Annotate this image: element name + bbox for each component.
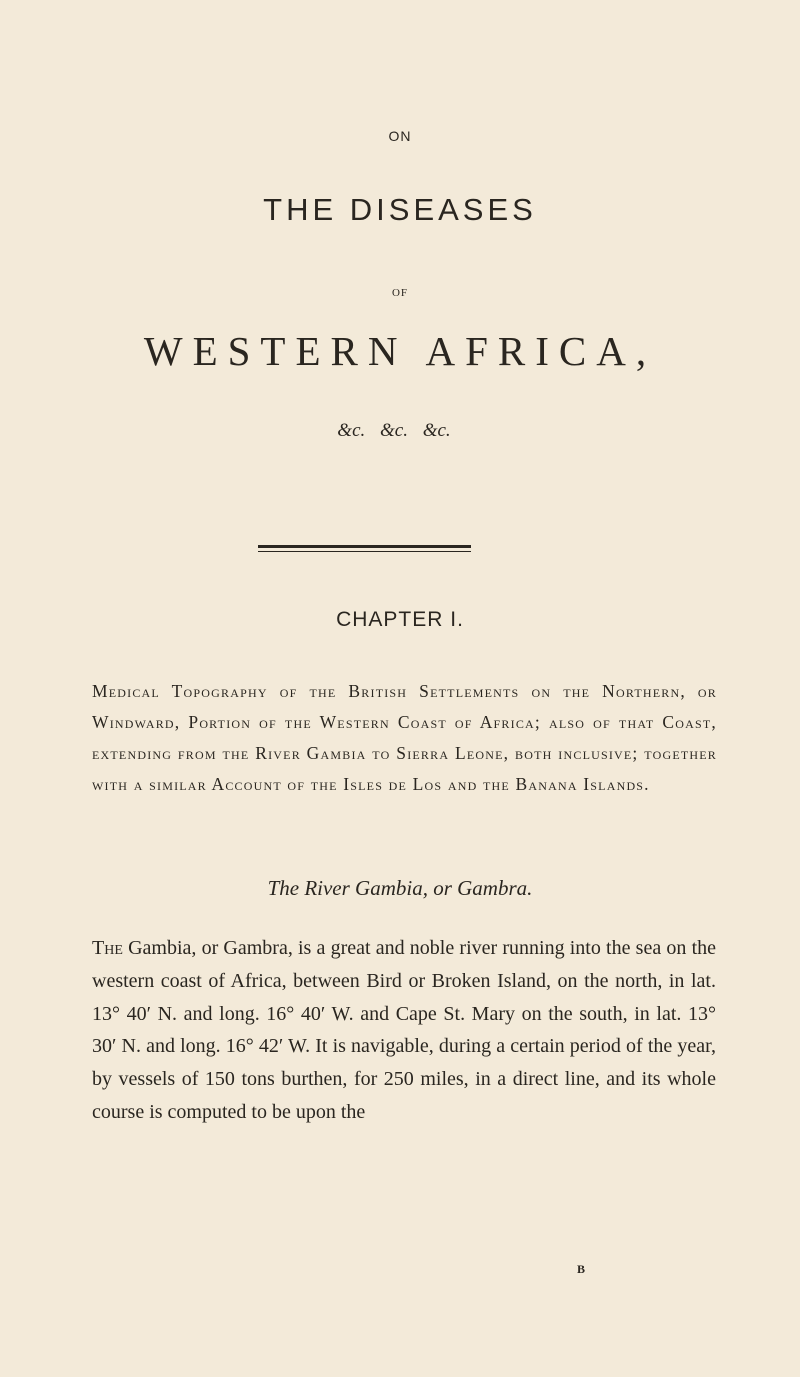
title-connector: OF <box>391 287 409 299</box>
title-prefix: ON <box>388 128 412 144</box>
chapter-heading: CHAPTER I. <box>336 608 464 631</box>
divider-rule <box>258 545 471 548</box>
chapter-summary: Medical Topography of the British Settlements on the Northern, or Windward, Portion of the Western Coast of Africa; also of that Coast, extending from the River Gambia to Sierra Leone, both inclusive; together with a similar Account of the Isles de Los and the Banana Islands. <box>92 681 717 794</box>
title-etc: &c. &c. &c. <box>337 420 451 441</box>
signature-mark: B <box>577 1262 586 1276</box>
divider-rule-thin <box>258 551 471 552</box>
body-paragraph <box>92 932 716 1129</box>
section-subheading: The River Gambia, or Gambra. <box>267 876 533 900</box>
title-region: WESTERN AFRICA, <box>143 328 657 374</box>
page-title: THE DISEASES <box>263 192 537 227</box>
body-text: Gambia, or Gambra, is a great and noble river running into the sea on the western coast of Africa, between Bird or Broken Island, on the north, in lat. 13° 40′ N. and long. 16° 40′ W. and Cape St. Mary on the south, in lat. 13° 30′ N. and long. 16° 42′ W. It is navigable, during a certain period of the year, by vessels of 150 tons burthen, for 250 miles, in a direct line, and its whole course is computed to be upon the <box>92 937 716 1123</box>
body-lead-word: The <box>92 937 123 959</box>
